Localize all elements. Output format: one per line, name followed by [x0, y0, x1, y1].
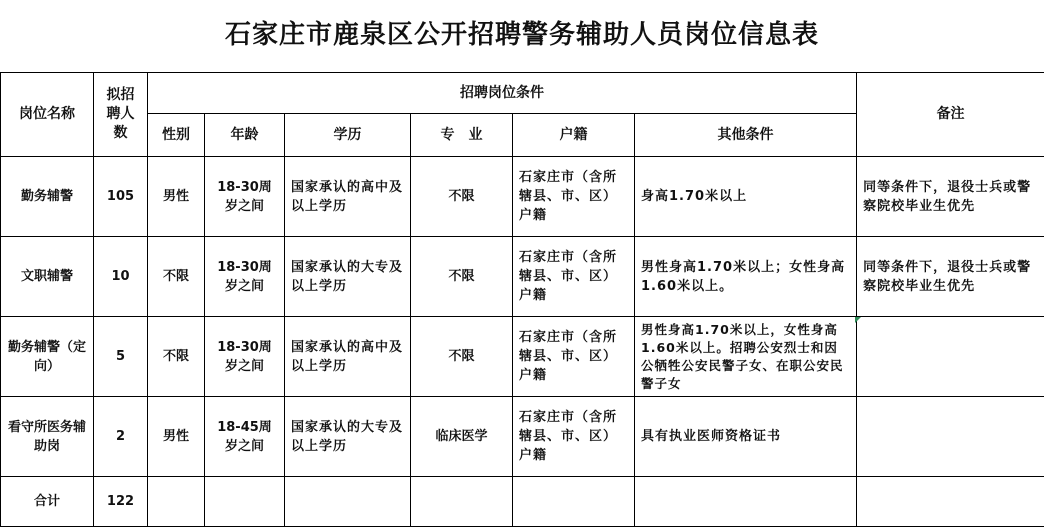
header-other: 其他条件 [635, 114, 857, 157]
empty-cell [635, 477, 857, 527]
cell-major: 不限 [411, 317, 513, 397]
header-gender: 性别 [148, 114, 205, 157]
cell-gender: 不限 [148, 317, 205, 397]
cell-major: 不限 [411, 237, 513, 317]
cell-residence: 石家庄市（含所辖县、市、区）户籍 [513, 317, 635, 397]
header-position: 岗位名称 [1, 73, 94, 157]
cell-count: 105 [94, 157, 148, 237]
cell-count: 10 [94, 237, 148, 317]
header-planned-count: 拟招聘人数 [94, 73, 148, 157]
total-label: 合计 [1, 477, 94, 527]
cell-count: 5 [94, 317, 148, 397]
empty-cell [148, 477, 205, 527]
header-education: 学历 [285, 114, 411, 157]
table-row [1, 237, 1044, 317]
cell-position: 勤务辅警（定向） [1, 317, 94, 397]
header-age: 年龄 [205, 114, 285, 157]
cell-major: 不限 [411, 157, 513, 237]
cell-residence: 石家庄市（含所辖县、市、区）户籍 [513, 157, 635, 237]
cell-residence: 石家庄市（含所辖县、市、区）户籍 [513, 237, 635, 317]
cell-age: 18-45周岁之间 [205, 397, 285, 477]
empty-cell [857, 477, 1044, 527]
total-row [1, 477, 1044, 527]
cell-remarks [857, 397, 1044, 477]
cell-age: 18-30周岁之间 [205, 157, 285, 237]
header-residence: 户籍 [513, 114, 635, 157]
cell-gender: 男性 [148, 157, 205, 237]
positions-table [0, 72, 1044, 527]
header-row-1 [1, 73, 1044, 114]
cell-remarks: 同等条件下，退役士兵或警察院校毕业生优先 [857, 157, 1044, 237]
table-row [1, 157, 1044, 237]
table-row [1, 397, 1044, 477]
cell-position: 看守所医务辅助岗 [1, 397, 94, 477]
cell-remarks [857, 317, 1044, 397]
header-conditions: 招聘岗位条件 [148, 73, 857, 114]
cell-residence: 石家庄市（含所辖县、市、区）户籍 [513, 397, 635, 477]
cell-major: 临床医学 [411, 397, 513, 477]
cell-education: 国家承认的大专及以上学历 [285, 237, 411, 317]
total-count: 122 [94, 477, 148, 527]
cell-count: 2 [94, 397, 148, 477]
cell-gender: 不限 [148, 237, 205, 317]
cell-other: 男性身高1.70米以上，女性身高1.60米以上。招聘公安烈士和因公牺牲公安民警子女、在职公安民警子女 [635, 317, 857, 397]
cell-gender: 男性 [148, 397, 205, 477]
cell-education: 国家承认的高中及以上学历 [285, 317, 411, 397]
cell-age: 18-30周岁之间 [205, 237, 285, 317]
empty-cell [285, 477, 411, 527]
cell-other: 身高1.70米以上 [635, 157, 857, 237]
page-title: 石家庄市鹿泉区公开招聘警务辅助人员岗位信息表 [224, 20, 819, 50]
header-remarks: 备注 [857, 73, 1044, 157]
cell-remarks: 同等条件下，退役士兵或警察院校毕业生优先 [857, 237, 1044, 317]
empty-cell [205, 477, 285, 527]
cell-education: 国家承认的高中及以上学历 [285, 157, 411, 237]
cell-age: 18-30周岁之间 [205, 317, 285, 397]
empty-cell [513, 477, 635, 527]
cell-other: 男性身高1.70米以上；女性身高1.60米以上。 [635, 237, 857, 317]
cell-other: 具有执业医师资格证书 [635, 397, 857, 477]
empty-cell [411, 477, 513, 527]
table-row [1, 317, 1044, 397]
cell-position: 勤务辅警 [1, 157, 94, 237]
header-major: 专 业 [411, 114, 513, 157]
cell-education: 国家承认的大专及以上学历 [285, 397, 411, 477]
cell-position: 文职辅警 [1, 237, 94, 317]
cell-comment-marker [855, 317, 861, 323]
